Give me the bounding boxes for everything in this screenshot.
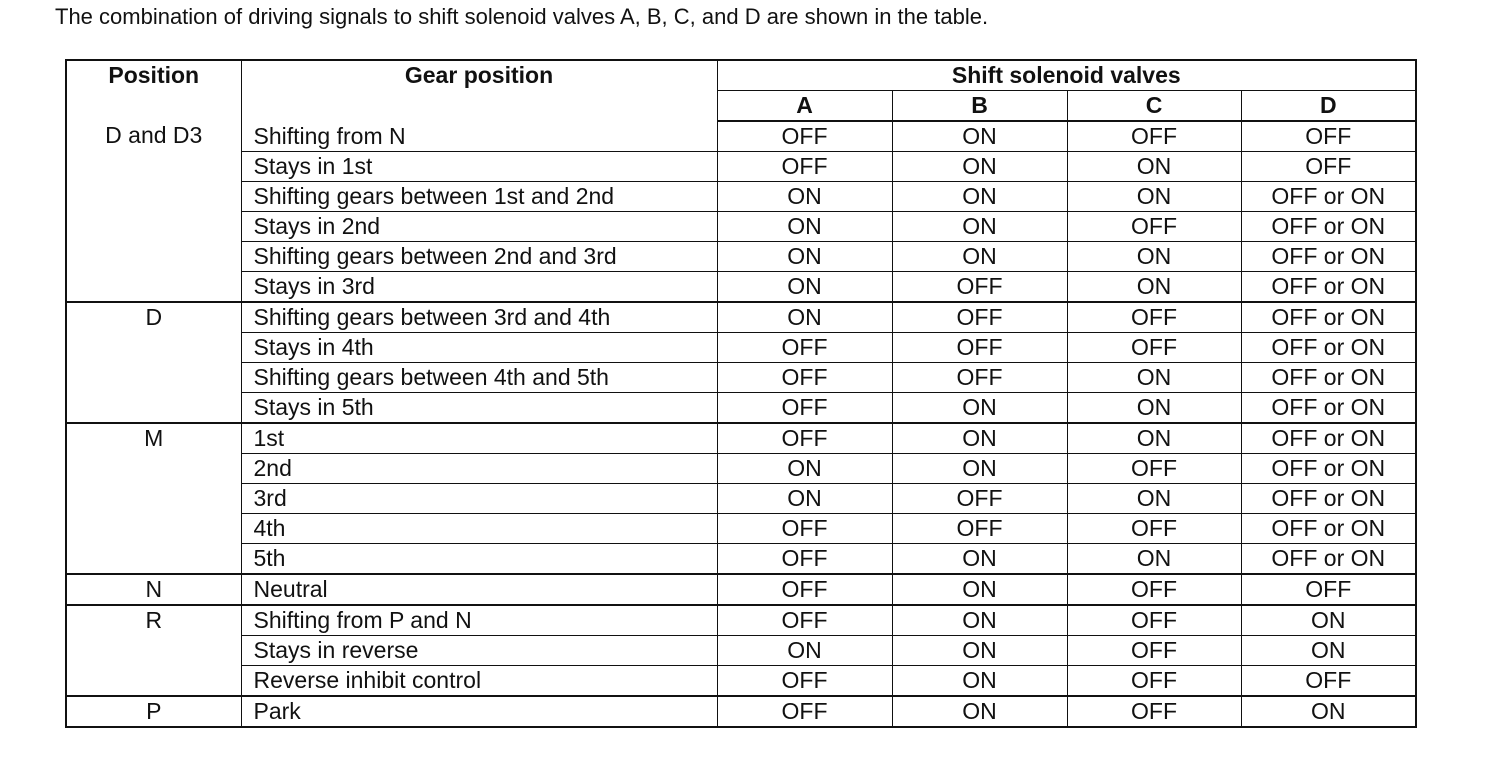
valve-c-cell: OFF xyxy=(1067,121,1241,152)
valve-c-cell: OFF xyxy=(1067,574,1241,605)
valve-b-cell: ON xyxy=(892,182,1067,212)
valve-a-cell: OFF xyxy=(717,333,892,363)
gear-position-cell: 3rd xyxy=(241,484,717,514)
position-cell: P xyxy=(66,696,241,727)
header-valve-b: B xyxy=(892,91,1067,122)
gear-position-cell: Reverse inhibit control xyxy=(241,666,717,697)
valve-b-cell: ON xyxy=(892,574,1067,605)
valve-d-cell: OFF or ON xyxy=(1241,363,1416,393)
valve-a-cell: OFF xyxy=(717,605,892,636)
position-cell: D and D3 xyxy=(66,121,241,302)
gear-position-cell: 5th xyxy=(241,544,717,575)
gear-position-cell: Park xyxy=(241,696,717,727)
valve-a-cell: ON xyxy=(717,182,892,212)
valve-d-cell: OFF or ON xyxy=(1241,393,1416,424)
valve-a-cell: ON xyxy=(717,242,892,272)
gear-position-cell: 2nd xyxy=(241,454,717,484)
valve-d-cell: OFF xyxy=(1241,574,1416,605)
table-row xyxy=(66,544,1416,575)
valve-a-cell: OFF xyxy=(717,574,892,605)
header-shift-solenoid-valves: Shift solenoid valves xyxy=(717,60,1416,91)
valve-b-cell: ON xyxy=(892,605,1067,636)
valve-d-cell: OFF xyxy=(1241,121,1416,152)
valve-a-cell: OFF xyxy=(717,121,892,152)
valve-a-cell: ON xyxy=(717,212,892,242)
valve-b-cell: ON xyxy=(892,666,1067,697)
gear-position-cell: Shifting gears between 4th and 5th xyxy=(241,363,717,393)
valve-b-cell: OFF xyxy=(892,484,1067,514)
table-row xyxy=(66,242,1416,272)
valve-b-cell: OFF xyxy=(892,302,1067,333)
position-cell: R xyxy=(66,605,241,696)
position-cell: M xyxy=(66,423,241,574)
table-row xyxy=(66,393,1416,424)
valve-d-cell: OFF xyxy=(1241,666,1416,697)
table-caption: The combination of driving signals to shift solenoid valves A, B, C, and D are shown in the table. xyxy=(55,4,989,29)
valve-b-cell: ON xyxy=(892,544,1067,575)
valve-a-cell: ON xyxy=(717,636,892,666)
valve-d-cell: OFF or ON xyxy=(1241,484,1416,514)
header-valve-a: A xyxy=(717,91,892,122)
valve-c-cell: OFF xyxy=(1067,666,1241,697)
gear-position-cell: 1st xyxy=(241,423,717,454)
gear-position-cell: Neutral xyxy=(241,574,717,605)
table-row xyxy=(66,302,1416,333)
gear-position-cell: 4th xyxy=(241,514,717,544)
table-row xyxy=(66,152,1416,182)
table-row xyxy=(66,605,1416,636)
gear-position-cell: Shifting from N xyxy=(241,121,717,152)
valve-d-cell: ON xyxy=(1241,605,1416,636)
table-row xyxy=(66,696,1416,727)
gear-position-cell: Stays in 1st xyxy=(241,152,717,182)
valve-a-cell: OFF xyxy=(717,696,892,727)
solenoid-table xyxy=(65,59,1417,728)
valve-c-cell: OFF xyxy=(1067,605,1241,636)
valve-b-cell: ON xyxy=(892,152,1067,182)
table-row xyxy=(66,333,1416,363)
valve-a-cell: ON xyxy=(717,272,892,303)
valve-b-cell: ON xyxy=(892,696,1067,727)
valve-c-cell: OFF xyxy=(1067,302,1241,333)
table-row xyxy=(66,484,1416,514)
valve-c-cell: OFF xyxy=(1067,514,1241,544)
valve-c-cell: ON xyxy=(1067,272,1241,303)
gear-position-cell: Shifting from P and N xyxy=(241,605,717,636)
valve-d-cell: OFF or ON xyxy=(1241,544,1416,575)
valve-b-cell: ON xyxy=(892,121,1067,152)
valve-c-cell: ON xyxy=(1067,363,1241,393)
table-row xyxy=(66,636,1416,666)
valve-b-cell: OFF xyxy=(892,333,1067,363)
valve-b-cell: ON xyxy=(892,423,1067,454)
valve-c-cell: ON xyxy=(1067,242,1241,272)
valve-c-cell: OFF xyxy=(1067,454,1241,484)
valve-b-cell: ON xyxy=(892,454,1067,484)
valve-b-cell: OFF xyxy=(892,363,1067,393)
valve-d-cell: ON xyxy=(1241,696,1416,727)
gear-position-cell: Stays in 2nd xyxy=(241,212,717,242)
valve-c-cell: OFF xyxy=(1067,212,1241,242)
position-cell: D xyxy=(66,302,241,423)
table-row xyxy=(66,423,1416,454)
valve-d-cell: OFF or ON xyxy=(1241,182,1416,212)
valve-a-cell: ON xyxy=(717,484,892,514)
valve-d-cell: OFF or ON xyxy=(1241,302,1416,333)
table-row xyxy=(66,272,1416,303)
table-row xyxy=(66,454,1416,484)
gear-position-cell: Shifting gears between 3rd and 4th xyxy=(241,302,717,333)
table-body xyxy=(66,121,1416,727)
valve-d-cell: OFF xyxy=(1241,152,1416,182)
valve-a-cell: OFF xyxy=(717,152,892,182)
header-valve-d: D xyxy=(1241,91,1416,122)
gear-position-cell: Stays in reverse xyxy=(241,636,717,666)
valve-d-cell: OFF or ON xyxy=(1241,454,1416,484)
header-valve-c: C xyxy=(1067,91,1241,122)
valve-a-cell: OFF xyxy=(717,423,892,454)
valve-b-cell: ON xyxy=(892,242,1067,272)
valve-a-cell: OFF xyxy=(717,666,892,697)
valve-b-cell: OFF xyxy=(892,272,1067,303)
valve-d-cell: OFF or ON xyxy=(1241,212,1416,242)
valve-d-cell: OFF or ON xyxy=(1241,272,1416,303)
valve-d-cell: OFF or ON xyxy=(1241,514,1416,544)
table-row xyxy=(66,514,1416,544)
valve-c-cell: ON xyxy=(1067,152,1241,182)
gear-position-cell: Shifting gears between 2nd and 3rd xyxy=(241,242,717,272)
valve-c-cell: ON xyxy=(1067,544,1241,575)
table-row xyxy=(66,574,1416,605)
valve-c-cell: OFF xyxy=(1067,636,1241,666)
valve-c-cell: ON xyxy=(1067,182,1241,212)
valve-b-cell: OFF xyxy=(892,514,1067,544)
gear-position-cell: Shifting gears between 1st and 2nd xyxy=(241,182,717,212)
valve-d-cell: OFF or ON xyxy=(1241,242,1416,272)
header-position: Position xyxy=(66,60,241,121)
valve-b-cell: ON xyxy=(892,636,1067,666)
valve-a-cell: OFF xyxy=(717,363,892,393)
valve-d-cell: OFF or ON xyxy=(1241,423,1416,454)
valve-c-cell: ON xyxy=(1067,484,1241,514)
valve-c-cell: OFF xyxy=(1067,696,1241,727)
table-row xyxy=(66,121,1416,152)
gear-position-cell: Stays in 5th xyxy=(241,393,717,424)
table-row xyxy=(66,182,1416,212)
valve-c-cell: ON xyxy=(1067,393,1241,424)
valve-c-cell: OFF xyxy=(1067,333,1241,363)
valve-a-cell: ON xyxy=(717,302,892,333)
gear-position-cell: Stays in 4th xyxy=(241,333,717,363)
valve-b-cell: ON xyxy=(892,393,1067,424)
valve-a-cell: OFF xyxy=(717,514,892,544)
position-cell: N xyxy=(66,574,241,605)
valve-a-cell: ON xyxy=(717,454,892,484)
valve-a-cell: OFF xyxy=(717,393,892,424)
table-row xyxy=(66,363,1416,393)
table-row xyxy=(66,666,1416,697)
header-gear-position: Gear position xyxy=(241,60,717,121)
valve-c-cell: ON xyxy=(1067,423,1241,454)
gear-position-cell: Stays in 3rd xyxy=(241,272,717,303)
valve-a-cell: OFF xyxy=(717,544,892,575)
valve-b-cell: ON xyxy=(892,212,1067,242)
valve-d-cell: ON xyxy=(1241,636,1416,666)
valve-d-cell: OFF or ON xyxy=(1241,333,1416,363)
table-row xyxy=(66,212,1416,242)
